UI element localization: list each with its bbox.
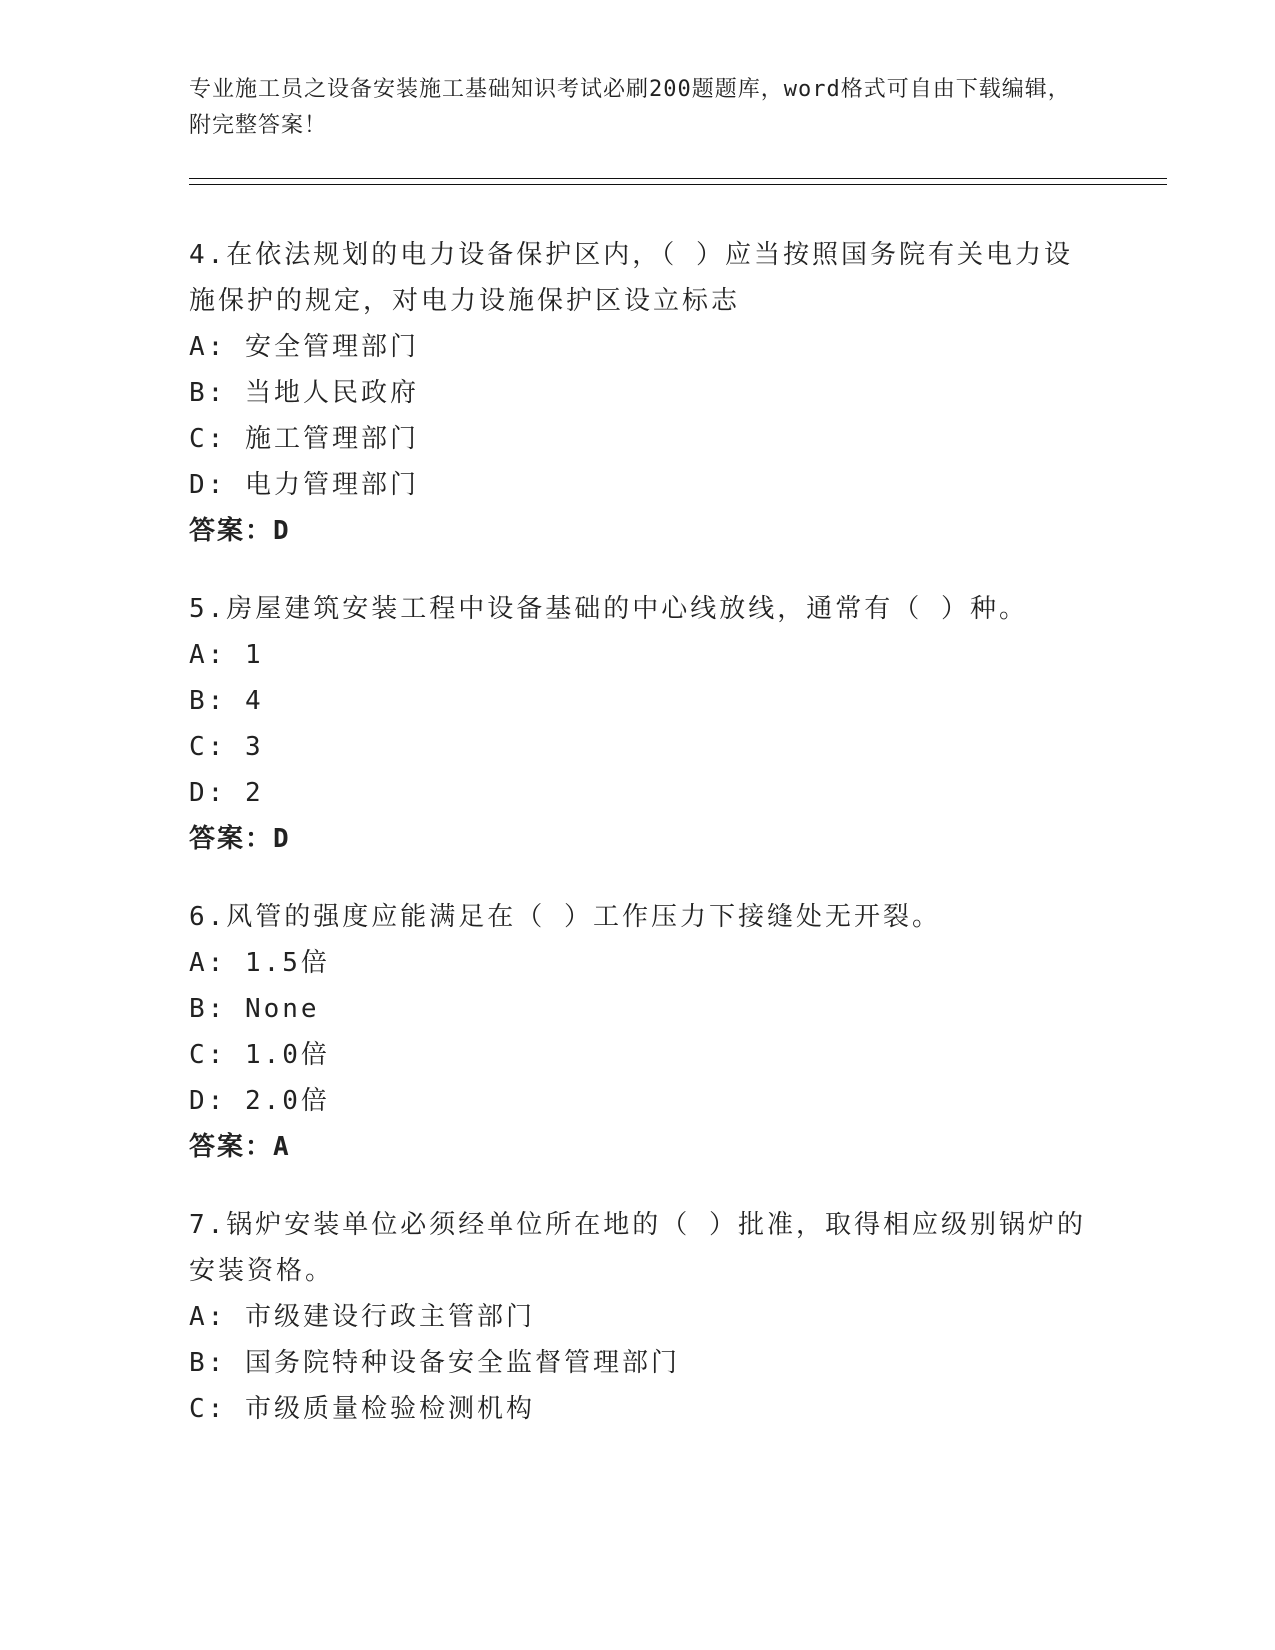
- option-b: B: 国务院特种设备安全监督管理部门: [189, 1348, 680, 1378]
- option-d: D: 电力管理部门: [189, 470, 419, 500]
- header-divider: [189, 178, 1167, 185]
- question-stem: 7.锅炉安装单位必须经单位所在地的（ ）批准，取得相应级别锅炉的安装资格。: [189, 1210, 1086, 1286]
- option-a: A: 安全管理部门: [189, 332, 419, 362]
- option-b: B: 4: [189, 686, 264, 716]
- option-b: B: 当地人民政府: [189, 378, 419, 408]
- option-c: C: 施工管理部门: [189, 424, 419, 454]
- option-c: C: 1.0倍: [189, 1040, 330, 1070]
- question-stem: 6.风管的强度应能满足在（ ）工作压力下接缝处无开裂。: [189, 902, 941, 932]
- question-stem: 4.在依法规划的电力设备保护区内，（ ）应当按照国务院有关电力设施保护的规定，对电力设施保护区设立标志: [189, 240, 1073, 316]
- answer-line: 答案：A: [189, 1132, 291, 1162]
- question-stem: 5.房屋建筑安装工程中设备基础的中心线放线，通常有（ ）种。: [189, 594, 1028, 624]
- option-c: C: 市级质量检验检测机构: [189, 1394, 535, 1424]
- option-a: A: 市级建设行政主管部门: [189, 1302, 535, 1332]
- question-item: [189, 232, 1089, 554]
- document-header-title: 专业施工员之设备安装施工基础知识考试必刷200题题库，word格式可自由下载编辑，附完整答案！: [189, 77, 1071, 138]
- option-c: C: 3: [189, 732, 264, 762]
- question-item: [189, 894, 1089, 1170]
- answer-line: 答案：D: [189, 516, 291, 546]
- option-d: D: 2.0倍: [189, 1086, 330, 1116]
- option-b: B: None: [189, 994, 320, 1024]
- option-a: A: 1: [189, 640, 264, 670]
- option-d: D: 2: [189, 778, 264, 808]
- question-item: [189, 586, 1089, 862]
- question-item: [189, 1202, 1089, 1432]
- question-list: [189, 232, 1089, 1464]
- answer-line: 答案：D: [189, 824, 291, 854]
- option-a: A: 1.5倍: [189, 948, 330, 978]
